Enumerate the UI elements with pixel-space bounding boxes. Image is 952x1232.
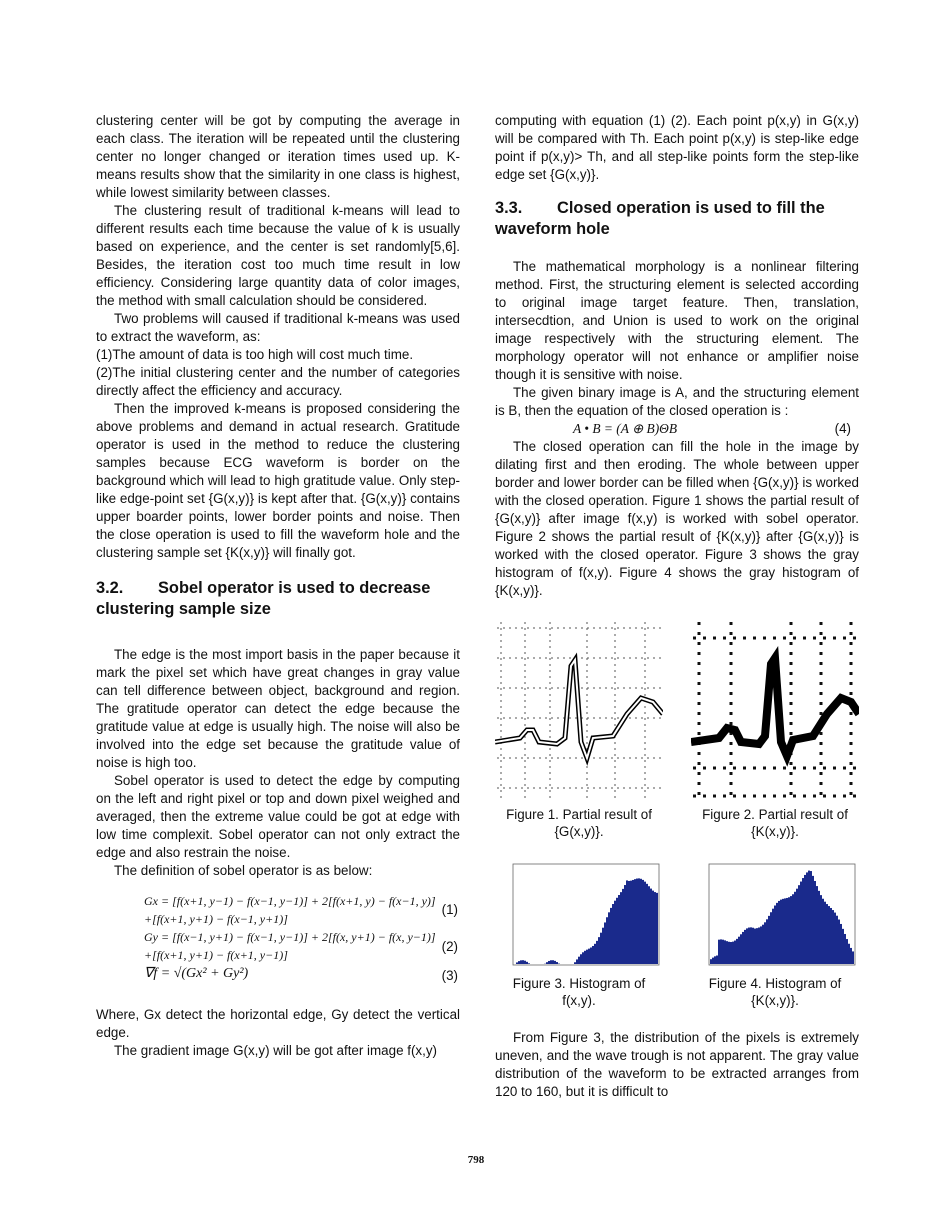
list-item: (1)The amount of data is too high will cost much time.	[96, 347, 414, 362]
figure-2-caption: Figure 2. Partial result of {K(x,y)}.	[702, 807, 848, 839]
histogram-bar	[782, 899, 784, 964]
histogram-bar	[840, 924, 842, 964]
histogram-bar	[788, 897, 790, 964]
histogram-bar	[622, 889, 624, 964]
histogram-bar	[604, 922, 606, 964]
histogram-bar	[796, 889, 798, 964]
paragraph: The edge is the most import basis in the paper because it mark the pixel set which have great changes in gray value can tell difference between object, background and region. The gratitude operator can detect the edge because the gratitude value at edge is usually high. The noise will also be involved into the edge set because the gratitude value of noise is high too.	[96, 647, 460, 770]
histogram-bar	[772, 909, 774, 964]
histogram-bar	[578, 957, 580, 964]
histogram-bar	[718, 940, 720, 964]
paragraph: The given binary image is A, and the structuring element is B, then the equation of the closed operation is :	[495, 385, 859, 418]
equation-2-line-1: Gy = [f(x−1, y+1) − f(x−1, y−1)] + 2[f(x, y+1) − f(x, y−1)]	[144, 930, 436, 944]
figure-1	[495, 618, 663, 840]
histogram-bar	[762, 925, 764, 964]
histogram-bar	[576, 959, 578, 964]
figure-row-2	[495, 860, 859, 1009]
paragraph: clustering center will be got by computing the average in each class. The iteration will be repeated until the clustering center no longer changed or iteration times used up. K-means results show that the similarity in one class is highest, while lowest similarity between classes.	[96, 113, 460, 200]
histogram-bar	[770, 912, 772, 964]
paragraph: From Figure 3, the distribution of the pixels is extremely uneven, and the wave trough is not apparent. The gray value distribution of the waveform to be extracted arranges from 120 to 160, but it is difficult to	[495, 1030, 859, 1099]
histogram-bar	[592, 946, 594, 964]
figure-3	[495, 860, 663, 1009]
histogram-bar	[606, 917, 608, 964]
paragraph: Where, Gx detect the horizontal edge, Gy detect the vertical edge.	[96, 1007, 460, 1040]
histogram-bar	[790, 896, 792, 964]
histogram-bar	[792, 894, 794, 964]
histogram-bar	[588, 949, 590, 964]
histogram-bar	[802, 878, 804, 964]
histogram-bar	[758, 928, 760, 964]
histogram-bar	[812, 876, 814, 964]
histogram-bar	[842, 929, 844, 964]
figure-4	[691, 860, 859, 1009]
histogram-bar	[650, 889, 652, 964]
histogram-bar	[852, 951, 854, 964]
figure-1-caption: Figure 1. Partial result of {G(x,y)}.	[506, 807, 652, 839]
paragraph: The clustering result of traditional k-means will lead to different results each time because the value of k is usually based on experience, and the center is set randomly[5,6]. Besides, the iteration cost too much time result in low efficiency. Considering large quantity data of color images, the method with small calculation should be considered.	[96, 203, 460, 308]
figure-1-edge-image	[495, 618, 663, 806]
figure-row-1	[495, 618, 859, 840]
histogram-bar	[612, 904, 614, 964]
histogram-bar	[848, 944, 850, 964]
histogram-bar	[824, 902, 826, 964]
section-heading-3-2	[96, 578, 460, 620]
histogram-bar	[768, 916, 770, 964]
histogram-bar	[526, 962, 528, 964]
figure-3-caption: Figure 3. Histogram of f(x,y).	[512, 976, 646, 1008]
equation-number: (4)	[834, 421, 851, 436]
histogram-bar	[520, 960, 522, 964]
histogram-bar	[832, 910, 834, 964]
histogram-bar	[740, 934, 742, 964]
paragraph: The mathematical morphology is a nonlinear filtering method. First, the structuring element is selected according to original image target feature. Then, translation, intersecdtion, and Union is used to work on the original image respectively with the structuring element. The morphology operator will not enhance or amplifier noise though it is sensitive with noise.	[495, 259, 859, 382]
histogram-bar	[826, 904, 828, 964]
histogram-bar	[636, 879, 638, 964]
histogram-bar	[652, 891, 654, 964]
section-title: Closed operation is used to fill the waveform hole	[495, 199, 825, 238]
histogram-bar	[602, 928, 604, 964]
section-number: 3.3.	[495, 199, 523, 217]
equation-2-line-2: +[f(x+1, y+1) − f(x+1, y−1)]	[144, 948, 288, 962]
histogram-bar	[550, 960, 552, 964]
histogram-bar	[736, 939, 738, 964]
histogram-bar	[766, 919, 768, 964]
histogram-bar	[798, 885, 800, 964]
histogram-bar	[656, 893, 658, 964]
histogram-bar	[712, 958, 714, 964]
histogram-bar	[816, 886, 818, 964]
histogram-bar	[850, 948, 852, 964]
histogram-bar	[586, 950, 588, 964]
histogram-bar	[748, 928, 750, 964]
histogram-bar	[714, 956, 716, 964]
histogram-bar	[528, 963, 530, 964]
histogram-bar	[624, 885, 626, 964]
histogram-bar	[546, 962, 548, 964]
histogram-bar	[590, 948, 592, 964]
paragraph: The definition of sobel operator is as below:	[114, 863, 373, 878]
histogram-bar	[734, 941, 736, 964]
histogram-bar	[732, 942, 734, 964]
histogram-bar	[552, 960, 554, 964]
histogram-bar	[810, 871, 812, 964]
figure-2-closed-image	[691, 618, 859, 806]
page-number: 798	[467, 1154, 485, 1166]
histogram-bar	[620, 892, 622, 964]
histogram-bar	[574, 962, 576, 964]
histogram-bar	[742, 932, 744, 964]
histogram-bar	[720, 939, 722, 964]
histogram-bar	[634, 879, 636, 964]
histogram-bar	[628, 881, 630, 964]
left-column	[96, 112, 460, 1060]
equation-1-line-2: +[f(x+1, y+1) − f(x−1, y+1)]	[144, 912, 288, 926]
histogram-bar	[722, 940, 724, 964]
histogram-bar	[728, 942, 730, 964]
histogram-bar	[760, 926, 762, 964]
paragraph: Sobel operator is used to detect the edge by computing on the left and right pixel or top and down pixel weighed and averaged, then the extreme value could be got at edge with low time complexit. Sobel operator can not only extract the edge and also restrain the noise.	[96, 773, 460, 860]
histogram-bar	[774, 906, 776, 964]
histogram-bar	[830, 908, 832, 964]
histogram-bar	[584, 951, 586, 964]
equation-number: (1)	[441, 902, 458, 917]
histogram-bar	[556, 962, 558, 964]
equation-number: (2)	[441, 939, 458, 954]
histogram-bar	[616, 898, 618, 964]
section-number: 3.2.	[96, 579, 124, 597]
histogram-bar	[764, 922, 766, 964]
histogram-bar	[808, 871, 810, 964]
equation-3: ∇f = √(Gx² + Gy²)	[144, 966, 249, 981]
paragraph: computing with equation (1) (2). Each point p(x,y) in G(x,y) will be compared with Th. Each point p(x,y) is step-like edge point if p(x,y)> Th, and all step-like points form the step-like edge set {G(x,y)}.	[495, 113, 859, 182]
histogram-bar	[800, 882, 802, 964]
paragraph: Two problems will caused if traditional k-means was used to extract the waveform, as:	[96, 311, 460, 344]
histogram-bar	[582, 952, 584, 964]
histogram-bar	[642, 880, 644, 964]
histogram-bar	[754, 929, 756, 964]
histogram-bar	[794, 892, 796, 964]
histogram-bar	[784, 898, 786, 964]
paragraph: The gradient image G(x,y) will be got after image f(x,y)	[114, 1043, 437, 1058]
histogram-bar	[804, 875, 806, 964]
histogram-bar	[524, 961, 526, 964]
list-item: (2)The initial clustering center and the number of categories directly affect the efficiency and accuracy.	[96, 365, 460, 398]
histogram-bar	[776, 903, 778, 964]
histogram-bar	[630, 881, 632, 964]
histogram-bar	[846, 939, 848, 964]
equation-number: (3)	[441, 968, 458, 983]
histogram-bar	[716, 956, 718, 964]
histogram-bar	[608, 912, 610, 964]
histogram-bar	[844, 934, 846, 964]
histogram-bar	[818, 891, 820, 964]
histogram-bar	[834, 913, 836, 964]
figure-3-histogram	[495, 860, 663, 975]
histogram-bar	[598, 937, 600, 964]
histogram-bar	[522, 960, 524, 964]
paragraph: Then the improved k-means is proposed considering the above problems and demand in actual research. Gratitude operator is used in the method to reduce the clustering samples because ECG waveform is border on the background which will lead to high gratitude value. Only step-like edge-point set {G(x,y)} is kept after that. {G(x,y)} contains upper boarder points, lower border points and noise. Then the close operation is used to fill the waveform hole and the clustering sample set {K(x,y)} will finally got.	[96, 401, 460, 560]
histogram-bar	[724, 940, 726, 964]
histogram-bar	[548, 961, 550, 964]
histogram-bar	[786, 898, 788, 964]
histogram-bar	[626, 880, 628, 964]
equation-4-formula: A • B = (A ⊕ B)ΘB	[573, 421, 678, 436]
figure-2	[691, 618, 859, 840]
equation-1-line-1: Gx = [f(x+1, y−1) − f(x−1, y−1)] + 2[f(x+1, y) − f(x−1, y)]	[144, 894, 436, 908]
histogram-bar	[640, 879, 642, 964]
histogram-bar	[726, 941, 728, 964]
histogram-bar	[822, 899, 824, 964]
histogram-bar	[710, 959, 712, 964]
histogram-bar	[600, 933, 602, 964]
histogram-bar	[648, 886, 650, 964]
histogram-bar	[806, 872, 808, 964]
section-title: Sobel operator is used to decrease clustering sample size	[96, 579, 431, 618]
histogram-bar	[828, 906, 830, 964]
histogram-bar	[618, 895, 620, 964]
histogram-bar	[820, 895, 822, 964]
histogram-bar	[756, 928, 758, 964]
histogram-bar	[516, 962, 518, 964]
paragraph: The closed operation can fill the hole in the image by dilating first and then eroding. The whole between upper border and lower border can be filled when {G(x,y)} is worked with the closed operation. Figure 1 shows the partial result of {G(x,y)} after image f(x,y) is worked with sobel operator. Figure 2 shows the partial result of {K(x,y)} after {G(x,y)} is worked with the closed operator. Figure 3 shows the gray histogram of f(x,y). Figure 4 shows the gray histogram of {K(x,y)}.	[495, 439, 859, 598]
right-column	[495, 112, 859, 1101]
sobel-equations	[96, 888, 460, 983]
histogram-bar	[738, 937, 740, 964]
histogram-bar	[780, 900, 782, 964]
histogram-bar	[638, 878, 640, 964]
histogram-bar	[746, 928, 748, 964]
section-heading-3-3	[495, 198, 859, 240]
histogram-bar	[814, 881, 816, 964]
histogram-bar	[614, 901, 616, 964]
histogram-bar	[554, 961, 556, 964]
histogram-bar	[654, 892, 656, 964]
histogram-bar	[752, 928, 754, 964]
histogram-bar	[646, 884, 648, 964]
figure-4-histogram	[691, 860, 859, 975]
histogram-bar	[838, 920, 840, 964]
histogram-bar	[596, 941, 598, 964]
equation-4	[495, 420, 859, 438]
histogram-bar	[778, 901, 780, 964]
histogram-bar	[730, 942, 732, 964]
histogram-bar	[632, 880, 634, 964]
histogram-bar	[644, 882, 646, 964]
histogram-bar	[836, 916, 838, 964]
histogram-bar	[594, 944, 596, 964]
histogram-bar	[750, 927, 752, 964]
histogram-bar	[518, 961, 520, 964]
figure-4-caption: Figure 4. Histogram of {K(x,y)}.	[708, 976, 842, 1008]
histogram-bar	[744, 930, 746, 964]
histogram-bar	[610, 908, 612, 964]
histogram-bar	[580, 954, 582, 964]
